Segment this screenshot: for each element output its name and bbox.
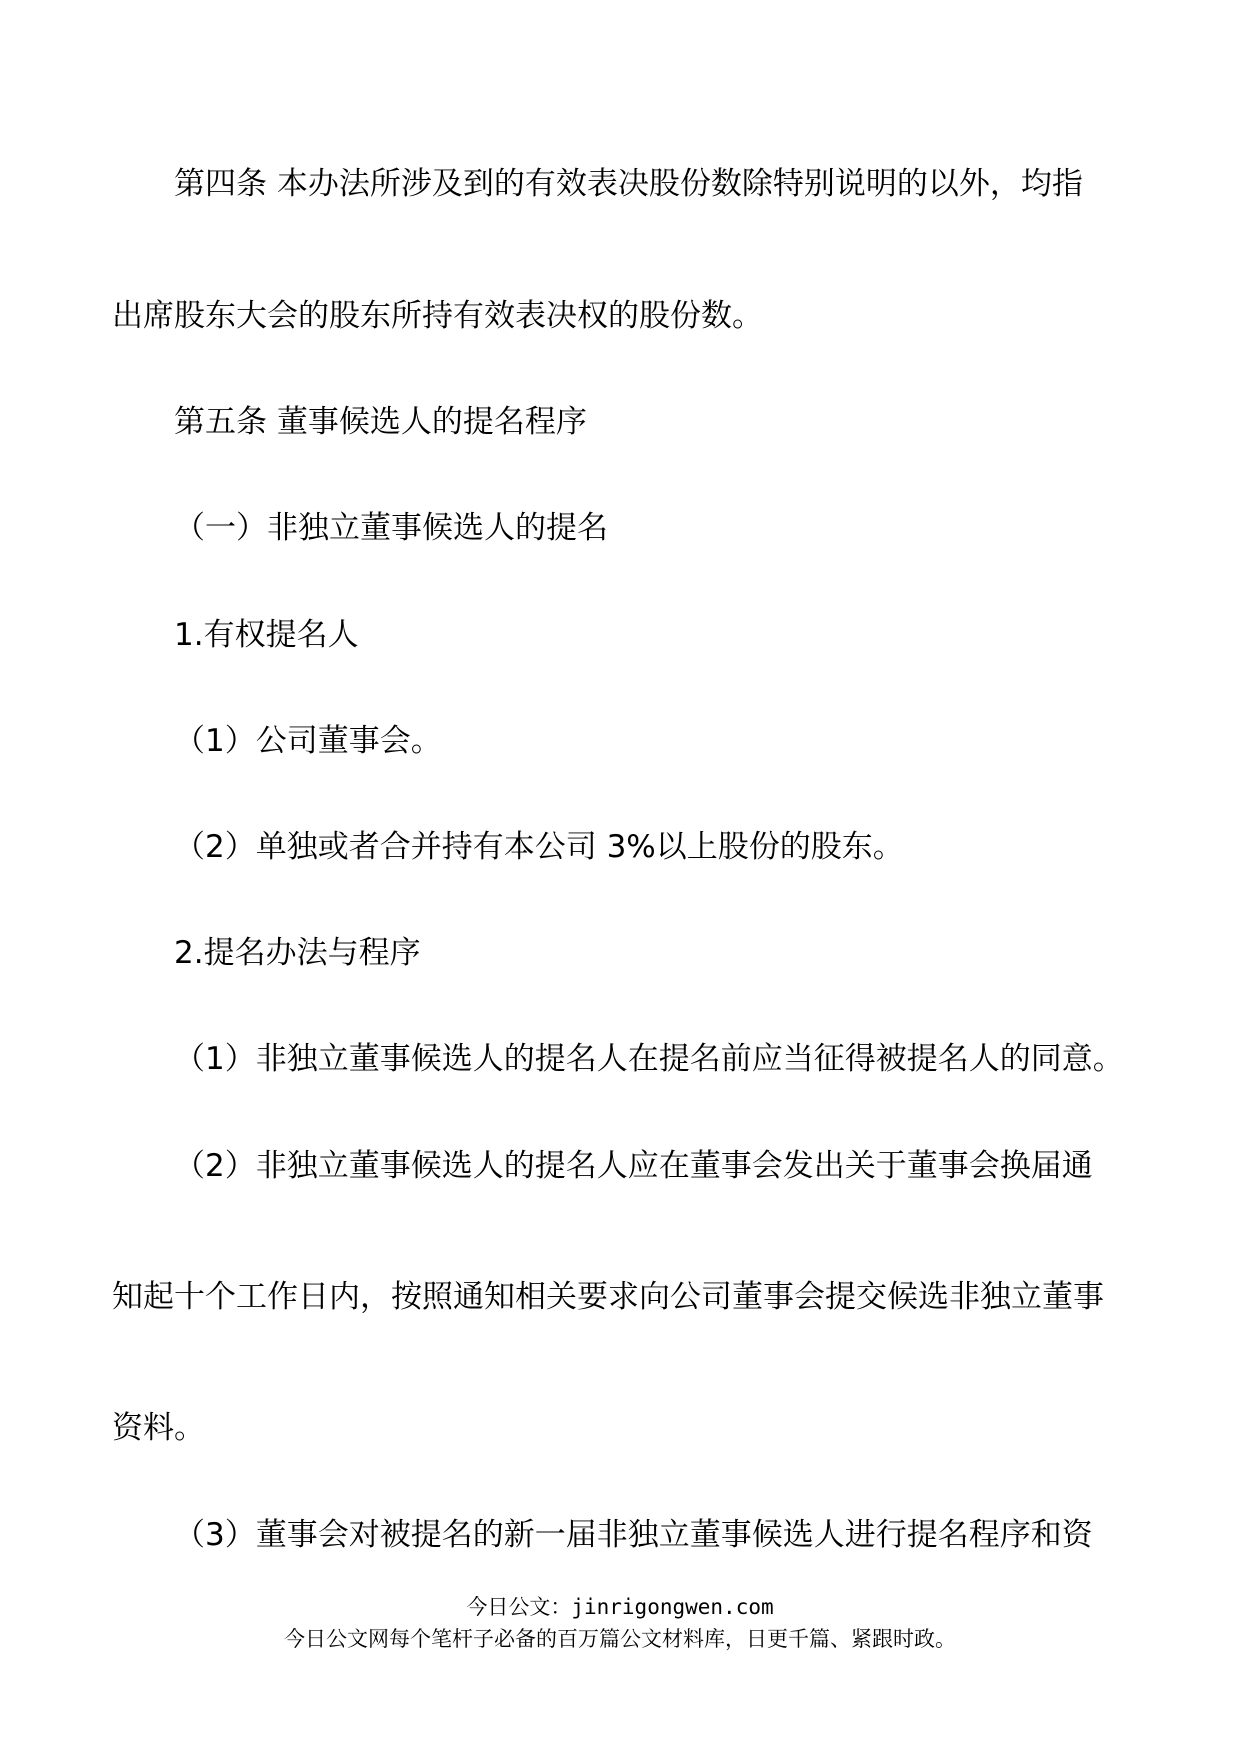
footer-site <box>0 1593 1240 1621</box>
item-2-sub-2-line-3: 资料。 <box>112 1410 205 1446</box>
footer-site-label: 今日公文： <box>466 1595 572 1619</box>
article-4-line-1: 第四条 本办法所涉及到的有效表决股份数除特别说明的以外，均指 <box>174 166 1083 202</box>
item-2-sub-1: （1）非独立董事候选人的提名人在提名前应当征得被提名人的同意。 <box>174 1041 1124 1077</box>
item-1-sub-2: （2）单独或者合并持有本公司 3%以上股份的股东。 <box>174 829 904 865</box>
item-2-sub-3-line-1: （3）董事会对被提名的新一届非独立董事候选人进行提名程序和资 <box>174 1517 1093 1553</box>
article-5-heading: 第五条 董事候选人的提名程序 <box>174 404 587 440</box>
item-2-heading: 2.提名办法与程序 <box>174 935 421 971</box>
section-1-heading: （一）非独立董事候选人的提名 <box>174 510 608 546</box>
item-2-sub-2-line-2: 知起十个工作日内，按照通知相关要求向公司董事会提交候选非独立董事 <box>112 1279 1104 1315</box>
footer-site-url[interactable]: jinrigongwen.com <box>571 1595 774 1619</box>
item-1-heading: 1.有权提名人 <box>174 617 359 653</box>
item-2-sub-2-line-1: （2）非独立董事候选人的提名人应在董事会发出关于董事会换届通 <box>174 1148 1093 1184</box>
footer-slogan: 今日公文网每个笔杆子必备的百万篇公文材料库，日更千篇、紧跟时政。 <box>284 1627 956 1651</box>
item-1-sub-1: （1）公司董事会。 <box>174 723 442 759</box>
article-4-line-2: 出席股东大会的股东所持有效表决权的股份数。 <box>112 298 763 334</box>
